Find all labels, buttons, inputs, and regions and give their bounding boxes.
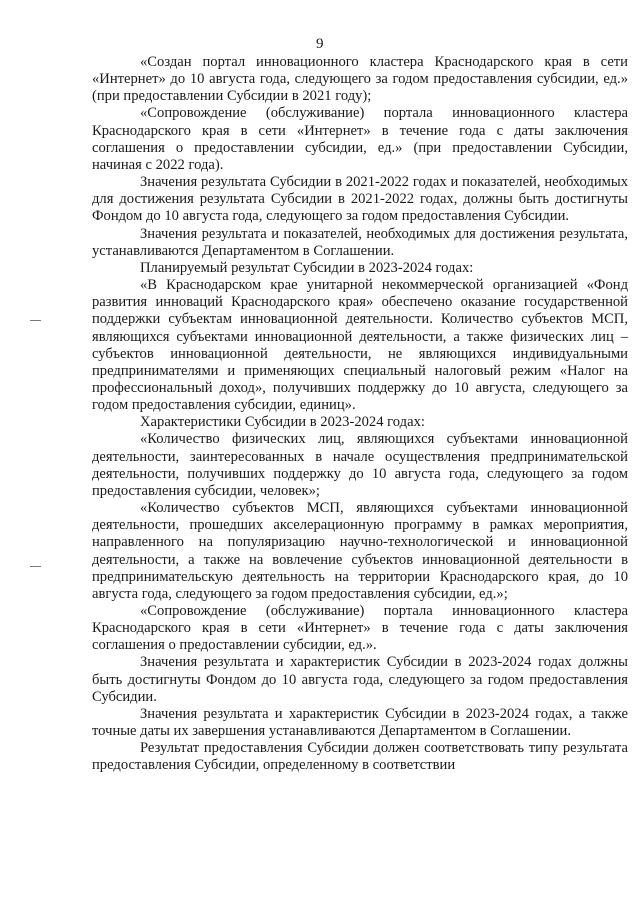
paragraph-portal-created: «Создан портал инновационного кластера Краснодарского края в сети «Интернет» до 10 августа года, следующего за годом предоставления субсидии, ед.» (при предоставлении Субсидии в 2021 году); bbox=[92, 54, 628, 105]
paragraph-planned-result: «В Краснодарском крае унитарной некоммерческой организацией «Фонд развития инноваций Краснодарского края» обеспечено оказание государственной поддержки субъектам инновационной деятельности. Количество субъектов МСП, являющихся субъектами инновационной деятельности, а также физических лиц – субъектов инновационной деятельности, не являющихся индивидуальными предпринимателями и применяющих специальный налоговый режим «Налог на профессиональный доход», получивших поддержку до 10 августа, следующего за годом предоставления субсидии, единиц». bbox=[92, 277, 628, 414]
paragraph-planned-result-heading: Планируемый результат Субсидии в 2023-2024 годах: bbox=[140, 259, 474, 276]
paragraph-characteristic-portal: «Сопровождение (обслуживание) портала инновационного кластера Краснодарского края в сети «Интернет» в течение года с даты заключения соглашения о предоставлении субсидии, ед.». bbox=[92, 603, 628, 654]
margin-mark bbox=[30, 566, 41, 567]
paragraph-characteristic-individuals: «Количество физических лиц, являющихся субъектами инновационной деятельности, заинтересованных в начале осуществления предпринимательской деятельности, получивших поддержку до 10 августа года, следующего за годом предоставления субсидии, человек»; bbox=[92, 431, 628, 499]
paragraph-portal-maintenance: «Сопровождение (обслуживание) портала инновационного кластера Краснодарского края в сети «Интернет» в течение года с даты заключения соглашения о предоставлении субсидии, ед.» (при предоставлении Субсидии, начиная с 2022 года). bbox=[92, 105, 628, 173]
paragraph-values-dates-agreement: Значения результата и характеристик Субсидии в 2023-2024 годах, а также точные даты их завершения устанавливаются Департаментом в Соглашении. bbox=[92, 705, 628, 740]
paragraph-characteristic-msp: «Количество субъектов МСП, являющихся субъектами инновационной деятельности, прошедших акселерационную программу в рамках мероприятия, направленного на популяризацию научно-технологической и инновационной деятельности, а также на вовлечение субъектов инновационной деятельности в предпринимательскую деятельность на территории Краснодарского края, до 10 августа года, следующего за годом предоставления субсидии, ед.»; bbox=[92, 500, 628, 602]
paragraph-characteristics-heading: Характеристики Субсидии в 2023-2024 годах: bbox=[140, 414, 425, 431]
document-body bbox=[92, 54, 628, 775]
paragraph-result-values-2021-2022: Значения результата Субсидии в 2021-2022 годах и показателей, необходимых для достижения результата Субсидии в 2021-2022 годах, должны быть достигнуты Фондом до 10 августа года, следующего за годом предоставления Субсидии. bbox=[92, 174, 628, 225]
paragraph-result-values-agreement: Значения результата и показателей, необходимых для достижения результата, устанавливаются Департаментом в Соглашении. bbox=[92, 225, 628, 259]
paragraph-result-type: Результат предоставления Субсидии должен соответствовать типу результата предоставления Субсидии, определенному в соответствии bbox=[92, 740, 628, 774]
margin-mark bbox=[30, 320, 41, 321]
page-number: 9 bbox=[316, 36, 324, 52]
paragraph-values-2023-2024: Значения результата и характеристик Субсидии в 2023-2024 годах должны быть достигнуты Фондом до 10 августа года, следующего за годом предоставления Субсидии. bbox=[92, 654, 628, 705]
